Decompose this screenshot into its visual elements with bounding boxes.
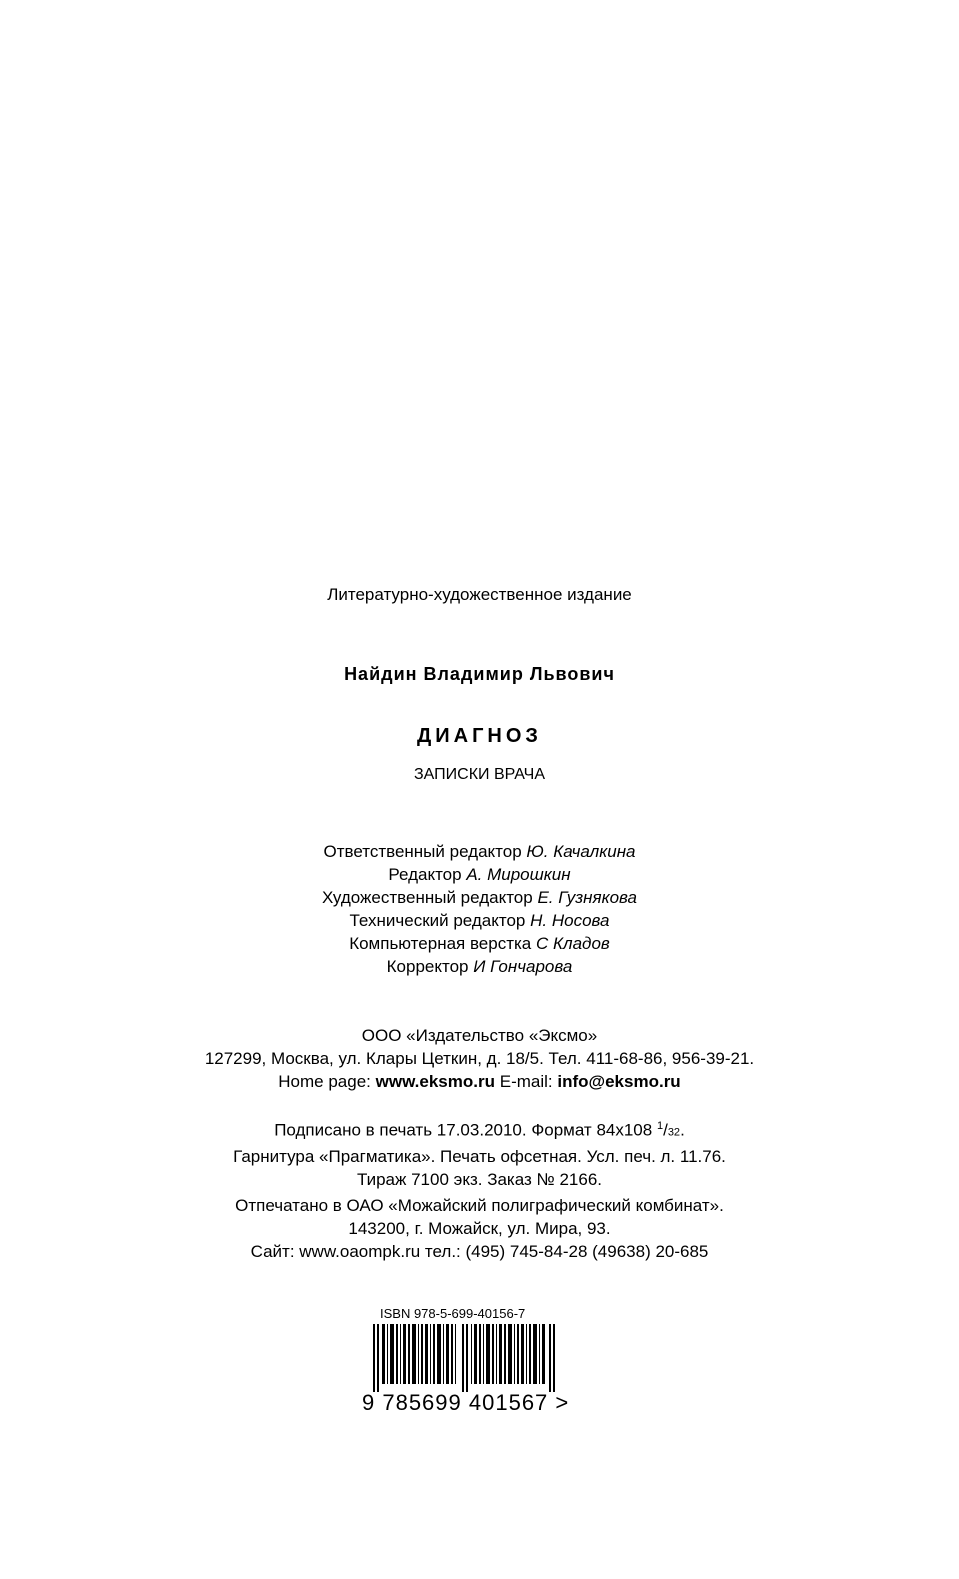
signed-text: Подписано в печать 17.03.2010. Формат 84х108 bbox=[274, 1120, 653, 1140]
credit-role: Компьютерная верстка bbox=[349, 934, 532, 953]
printer-block bbox=[0, 1194, 959, 1263]
print-run: Тираж 7100 экз. Заказ № 2166. bbox=[356, 1169, 603, 1189]
print-typeface: Гарнитура «Прагматика». Печать офсетная. Усл. печ. л. 11.76. bbox=[233, 1146, 726, 1166]
barcode-digits: 9 785699 401567 > bbox=[362, 1390, 570, 1415]
format-numerator: 1 bbox=[656, 1120, 664, 1132]
homepage-link: www.eksmo.ru bbox=[375, 1072, 495, 1091]
publisher-contacts bbox=[0, 1070, 959, 1093]
credit-role: Корректор bbox=[386, 957, 469, 976]
printer-contacts: Сайт: www.oaompk.ru тел.: (495) 745-84-28 (49638) 20-685 bbox=[250, 1242, 709, 1261]
edition-type: Литературно-художественное издание bbox=[327, 585, 632, 604]
credit-line bbox=[0, 909, 959, 932]
email-link: info@eksmo.ru bbox=[557, 1072, 681, 1091]
homepage-label: Home page: bbox=[278, 1072, 371, 1091]
credit-role: Технический редактор bbox=[349, 911, 526, 930]
publisher-block bbox=[0, 1024, 959, 1093]
credit-name: И Гончарова bbox=[473, 957, 573, 976]
author-name: Найдин Владимир Львович bbox=[344, 664, 615, 684]
credit-line bbox=[0, 863, 959, 886]
print-info-block bbox=[0, 1115, 959, 1191]
credit-role: Художественный редактор bbox=[321, 888, 533, 907]
printer-name: Отпечатано в ОАО «Можайский полиграфический комбинат». bbox=[235, 1196, 724, 1215]
credit-name: С Кладов bbox=[536, 934, 610, 953]
credit-name: Н. Носова bbox=[530, 911, 610, 930]
publisher-address: 127299, Москва, ул. Клары Цеткин, д. 18/5. Тел. 411-68-86, 956-39-21. bbox=[204, 1049, 755, 1068]
book-subtitle: ЗАПИСКИ ВРАЧА bbox=[413, 766, 545, 783]
print-signed: Подписано в печать 17.03.2010. Формат 84х108 $^1$/32. bbox=[274, 1120, 685, 1140]
isbn-label: ISBN 978-5-699-40156-7 bbox=[380, 1306, 526, 1321]
credit-line bbox=[0, 886, 959, 909]
credit-role: Редактор bbox=[388, 865, 462, 884]
credit-line bbox=[0, 955, 959, 978]
credits-list bbox=[0, 840, 959, 978]
printer-address: 143200, г. Можайск, ул. Мира, 93. bbox=[348, 1219, 611, 1238]
book-title: ДИАГНОЗ bbox=[417, 725, 542, 747]
credit-name: А. Мирошкин bbox=[466, 865, 571, 884]
format-denominator: 32 bbox=[667, 1126, 681, 1139]
credit-role: Ответственный редактор bbox=[323, 842, 522, 861]
credit-name: Е. Гузнякова bbox=[537, 888, 638, 907]
barcode-icon bbox=[373, 1324, 573, 1394]
publisher-name: ООО «Издательство «Эксмо» bbox=[361, 1026, 598, 1045]
email-label: E-mail: bbox=[499, 1072, 553, 1091]
credit-name: Ю. Качалкина bbox=[526, 842, 636, 861]
credit-line bbox=[0, 932, 959, 955]
credit-line bbox=[0, 840, 959, 863]
